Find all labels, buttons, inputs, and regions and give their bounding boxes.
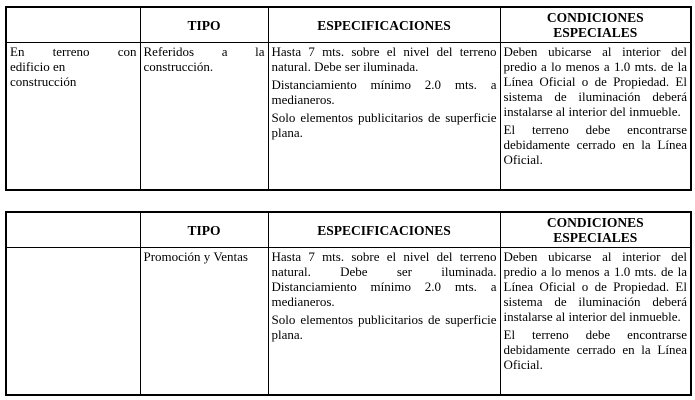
condicion-paragraph: El terreno debe encontrarse debidamente cerrado en la Línea Oficial. bbox=[503, 122, 687, 167]
header-tipo: TIPO bbox=[140, 7, 268, 43]
condicion-paragraph: El terreno debe encontrarse debidamente cerrado en la Línea Oficial. bbox=[503, 327, 687, 372]
especificacion-paragraph: Hasta 7 mts. sobre el nivel del terreno natural. Debe ser iluminada. Distanciamiento mínimo 2.0 mts. a medianeros. bbox=[271, 249, 497, 309]
header-condiciones-especiales: CONDICIONES ESPECIALES bbox=[500, 7, 691, 43]
header-especificaciones: ESPECIFICACIONES bbox=[268, 212, 500, 248]
cell-categoria-empty bbox=[6, 248, 140, 396]
header-tipo: TIPO bbox=[140, 212, 268, 248]
table-promocion-y-ventas bbox=[5, 211, 692, 396]
especificacion-paragraph: Distanciamiento mínimo 2.0 mts. a medianeros. bbox=[271, 77, 497, 107]
header-especificaciones: ESPECIFICACIONES bbox=[268, 7, 500, 43]
cell-especificaciones bbox=[268, 248, 500, 396]
cell-especificaciones bbox=[268, 43, 500, 191]
table-terreno-con-edificio bbox=[5, 6, 692, 191]
table-1-data-row bbox=[6, 43, 691, 191]
header-condiciones-especiales: CONDICIONES ESPECIALES bbox=[500, 212, 691, 248]
especificacion-paragraph: Solo elementos publicitarios de superficie plana. bbox=[271, 110, 497, 140]
header-categoria-empty bbox=[6, 7, 140, 43]
header-categoria-empty bbox=[6, 212, 140, 248]
condicion-paragraph: Deben ubicarse al interior del predio a lo menos a 1.0 mts. de la Línea Oficial o de Propiedad. El sistema de iluminación deberá instalarse al interior del inmueble. bbox=[503, 44, 687, 119]
tipo-text: Promoción y Ventas bbox=[143, 249, 248, 264]
cell-tipo bbox=[140, 43, 268, 191]
especificacion-paragraph: Hasta 7 mts. sobre el nivel del terreno natural. Debe ser iluminada. bbox=[271, 44, 497, 74]
cell-categoria bbox=[6, 43, 140, 191]
cell-condiciones bbox=[500, 43, 691, 191]
categoria-line: construcción bbox=[10, 74, 77, 89]
categoria-line: En terreno con bbox=[10, 44, 137, 59]
table-2-data-row bbox=[6, 248, 691, 396]
cell-tipo bbox=[140, 248, 268, 396]
cell-condiciones bbox=[500, 248, 691, 396]
table-1-header-row bbox=[6, 7, 691, 43]
table-2-header-row bbox=[6, 212, 691, 248]
condicion-paragraph: Deben ubicarse al interior del predio a lo menos a 1.0 mts. de la Línea Oficial o de Propiedad. El sistema de iluminación deberá instalarse al interior del inmueble. bbox=[503, 249, 687, 324]
categoria-line: edificio en bbox=[10, 59, 66, 74]
especificacion-paragraph: Solo elementos publicitarios de superficie plana. bbox=[271, 312, 497, 342]
tipo-text: Referidos a la construcción. bbox=[143, 44, 265, 74]
